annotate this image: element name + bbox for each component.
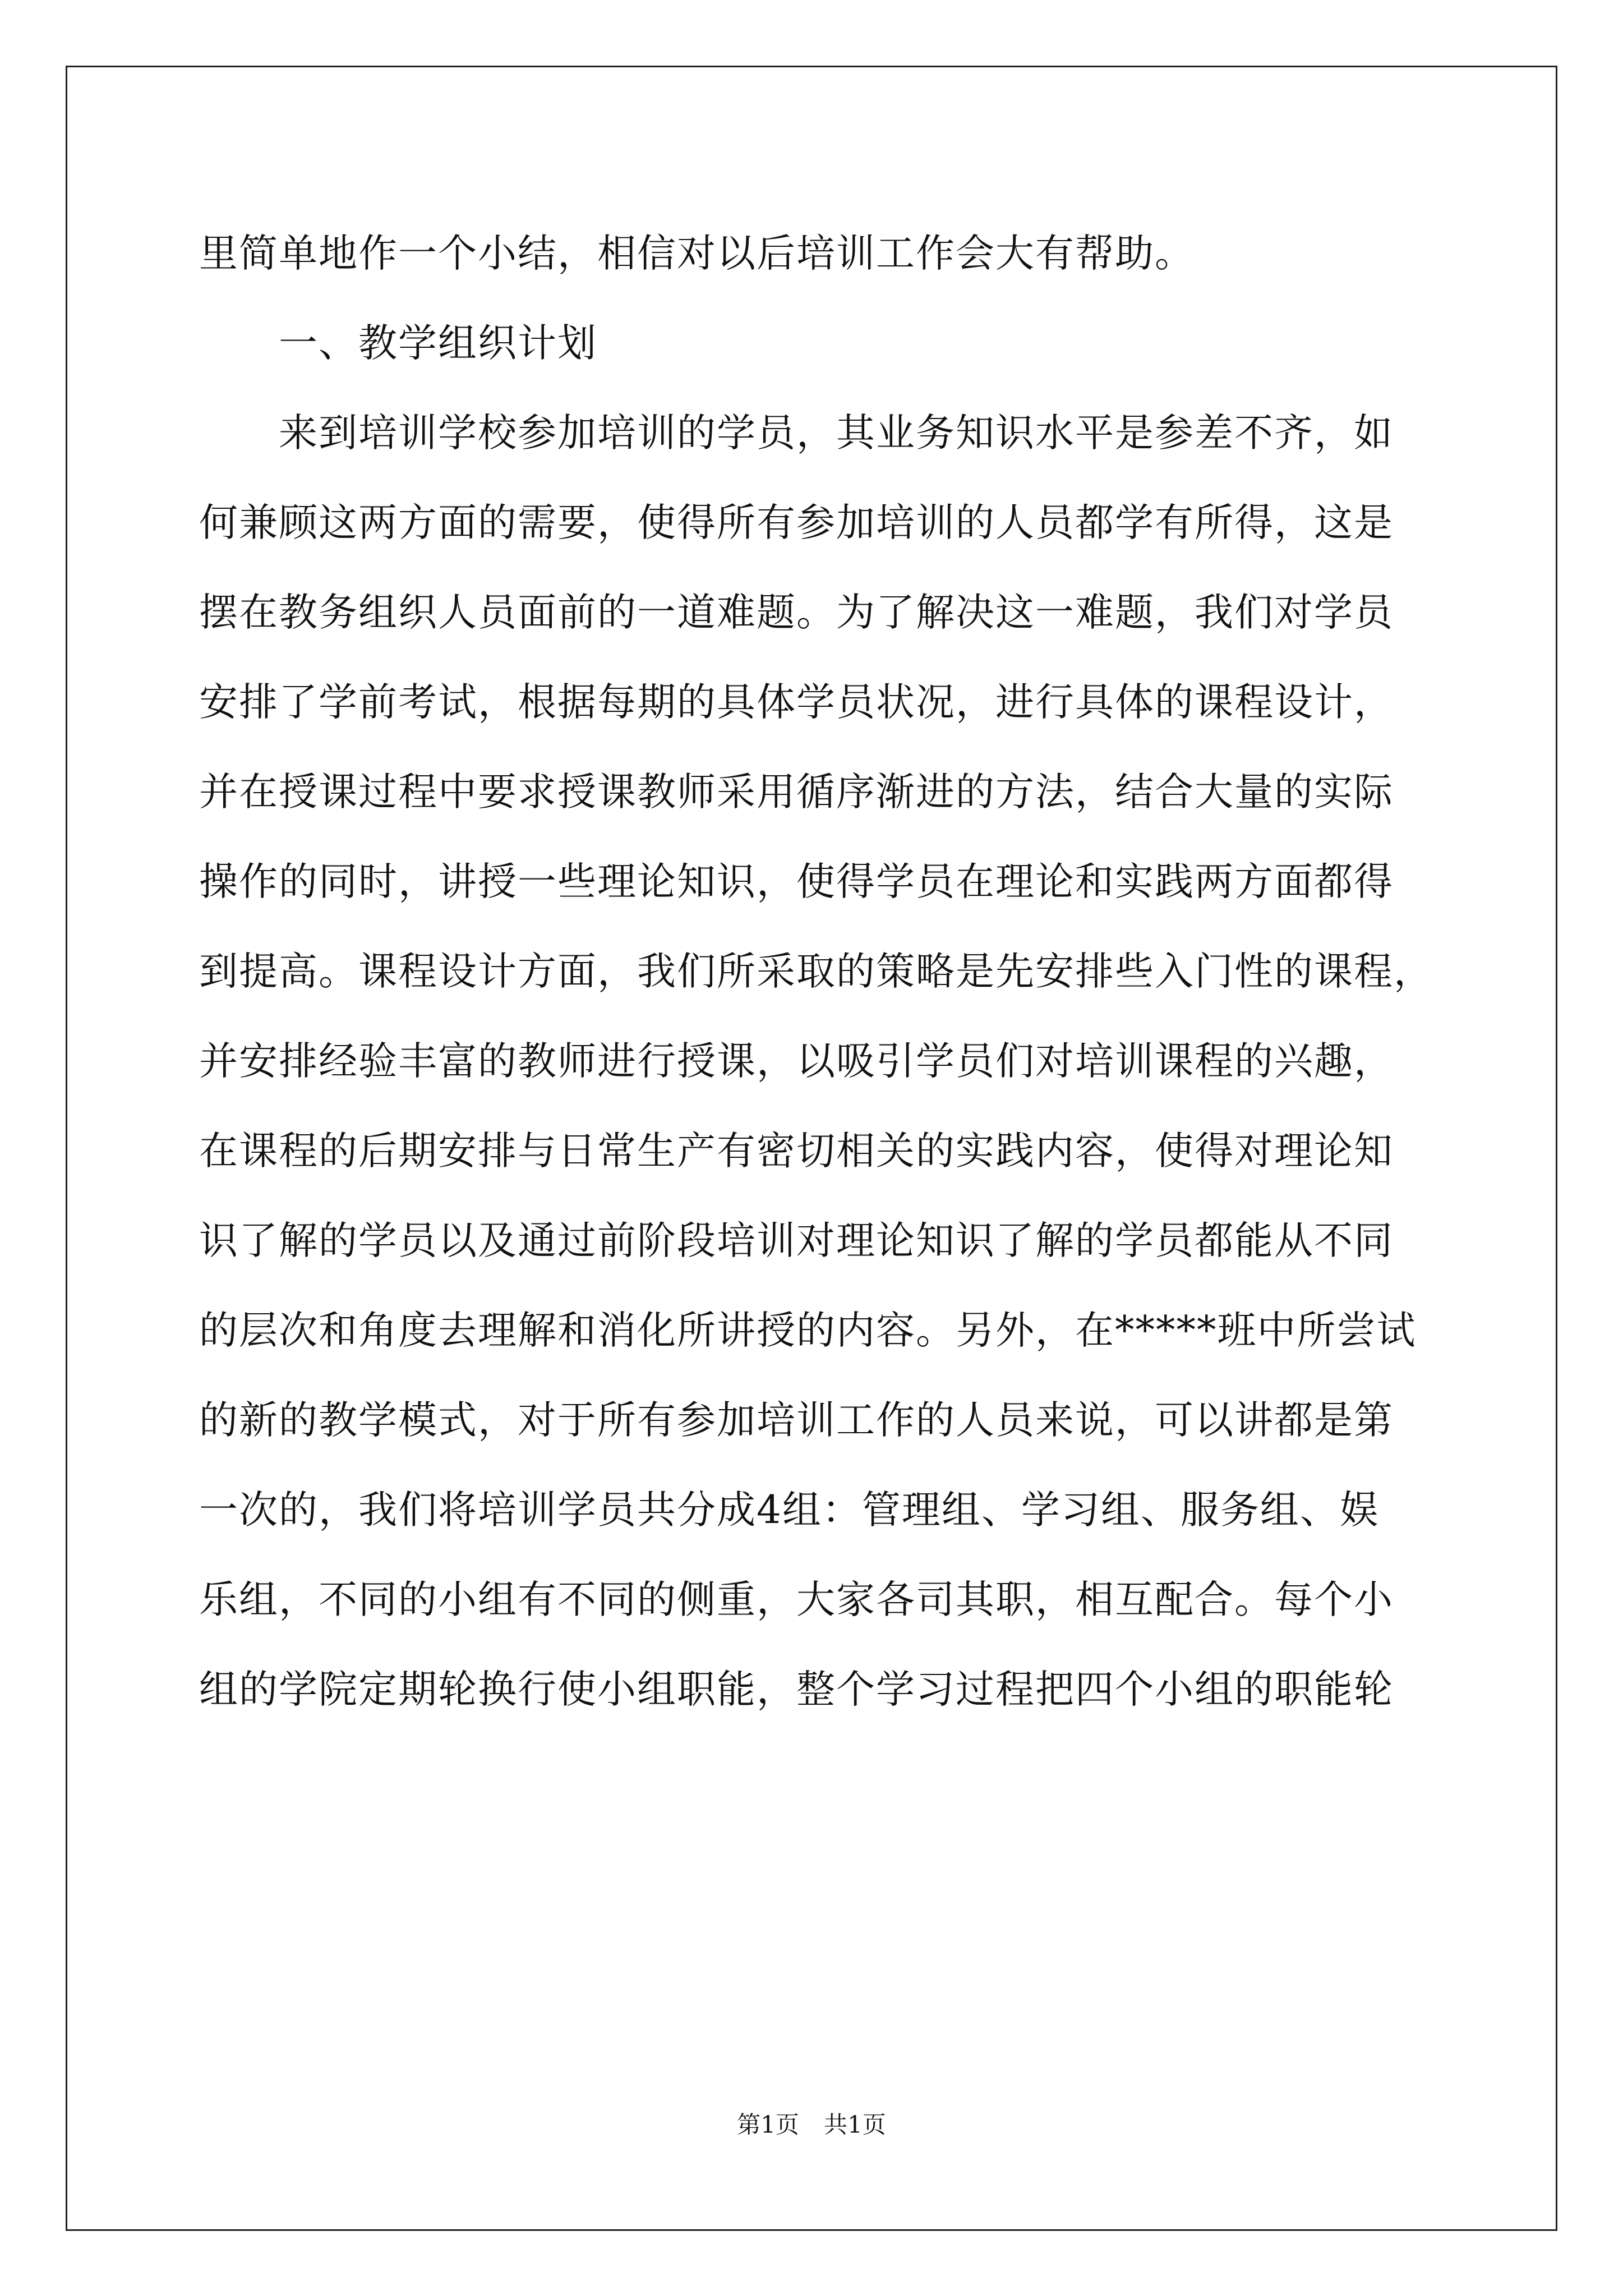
paragraph-line: 识了解的学员以及通过前阶段培训对理论知识了解的学员都能从不同 [199,1218,1394,1263]
paragraph-line: 到提高。课程设计方面，我们所采取的策略是先安排些入门性的课程， [199,949,1433,994]
paragraph-line: 的层次和角度去理解和消化所讲授的内容。另外，在*****班中所尝试 [199,1308,1417,1353]
paragraph-line: 并安排经验丰富的教师进行授课，以吸引学员们对培训课程的兴趣， [199,1039,1394,1084]
section-heading: 一、教学组织计划 [279,321,597,366]
paragraph-line: 并在授课过程中要求授课教师采用循序渐进的方法，结合大量的实际 [199,770,1394,815]
paragraph-line: 一次的，我们将培训学员共分成4组：管理组、学习组、服务组、娱 [199,1488,1380,1533]
paragraph-line: 何兼顾这两方面的需要，使得所有参加培训的人员都学有所得，这是 [199,500,1394,545]
paragraph-line: 乐组，不同的小组有不同的侧重，大家各司其职，相互配合。每个小 [199,1577,1394,1622]
paragraph-line-continuation: 里简单地作一个小结，相信对以后培训工作会大有帮助。 [199,231,1195,276]
paragraph-line: 组的学院定期轮换行使小组职能，整个学习过程把四个小组的职能轮 [199,1667,1394,1712]
paragraph-line: 在课程的后期安排与日常生产有密切相关的实践内容，使得对理论知 [199,1129,1394,1174]
paragraph-line: 摆在教务组织人员面前的一道难题。为了解决这一难题，我们对学员 [199,590,1394,635]
page-number-current: 第1页 [737,2111,799,2138]
document-body [199,209,1433,1734]
paragraph-line-first: 来到培训学校参加培训的学员，其业务知识水平是参差不齐，如 [279,411,1394,455]
paragraph-line: 安排了学前考试，根据每期的具体学员状况，进行具体的课程设计， [199,680,1394,725]
page-footer [0,2108,1623,2142]
paragraph-line: 的新的教学模式，对于所有参加培训工作的人员来说，可以讲都是第 [199,1398,1394,1443]
page-number-total: 共1页 [824,2111,886,2138]
paragraph-line: 操作的同时，讲授一些理论知识，使得学员在理论和实践两方面都得 [199,859,1394,904]
